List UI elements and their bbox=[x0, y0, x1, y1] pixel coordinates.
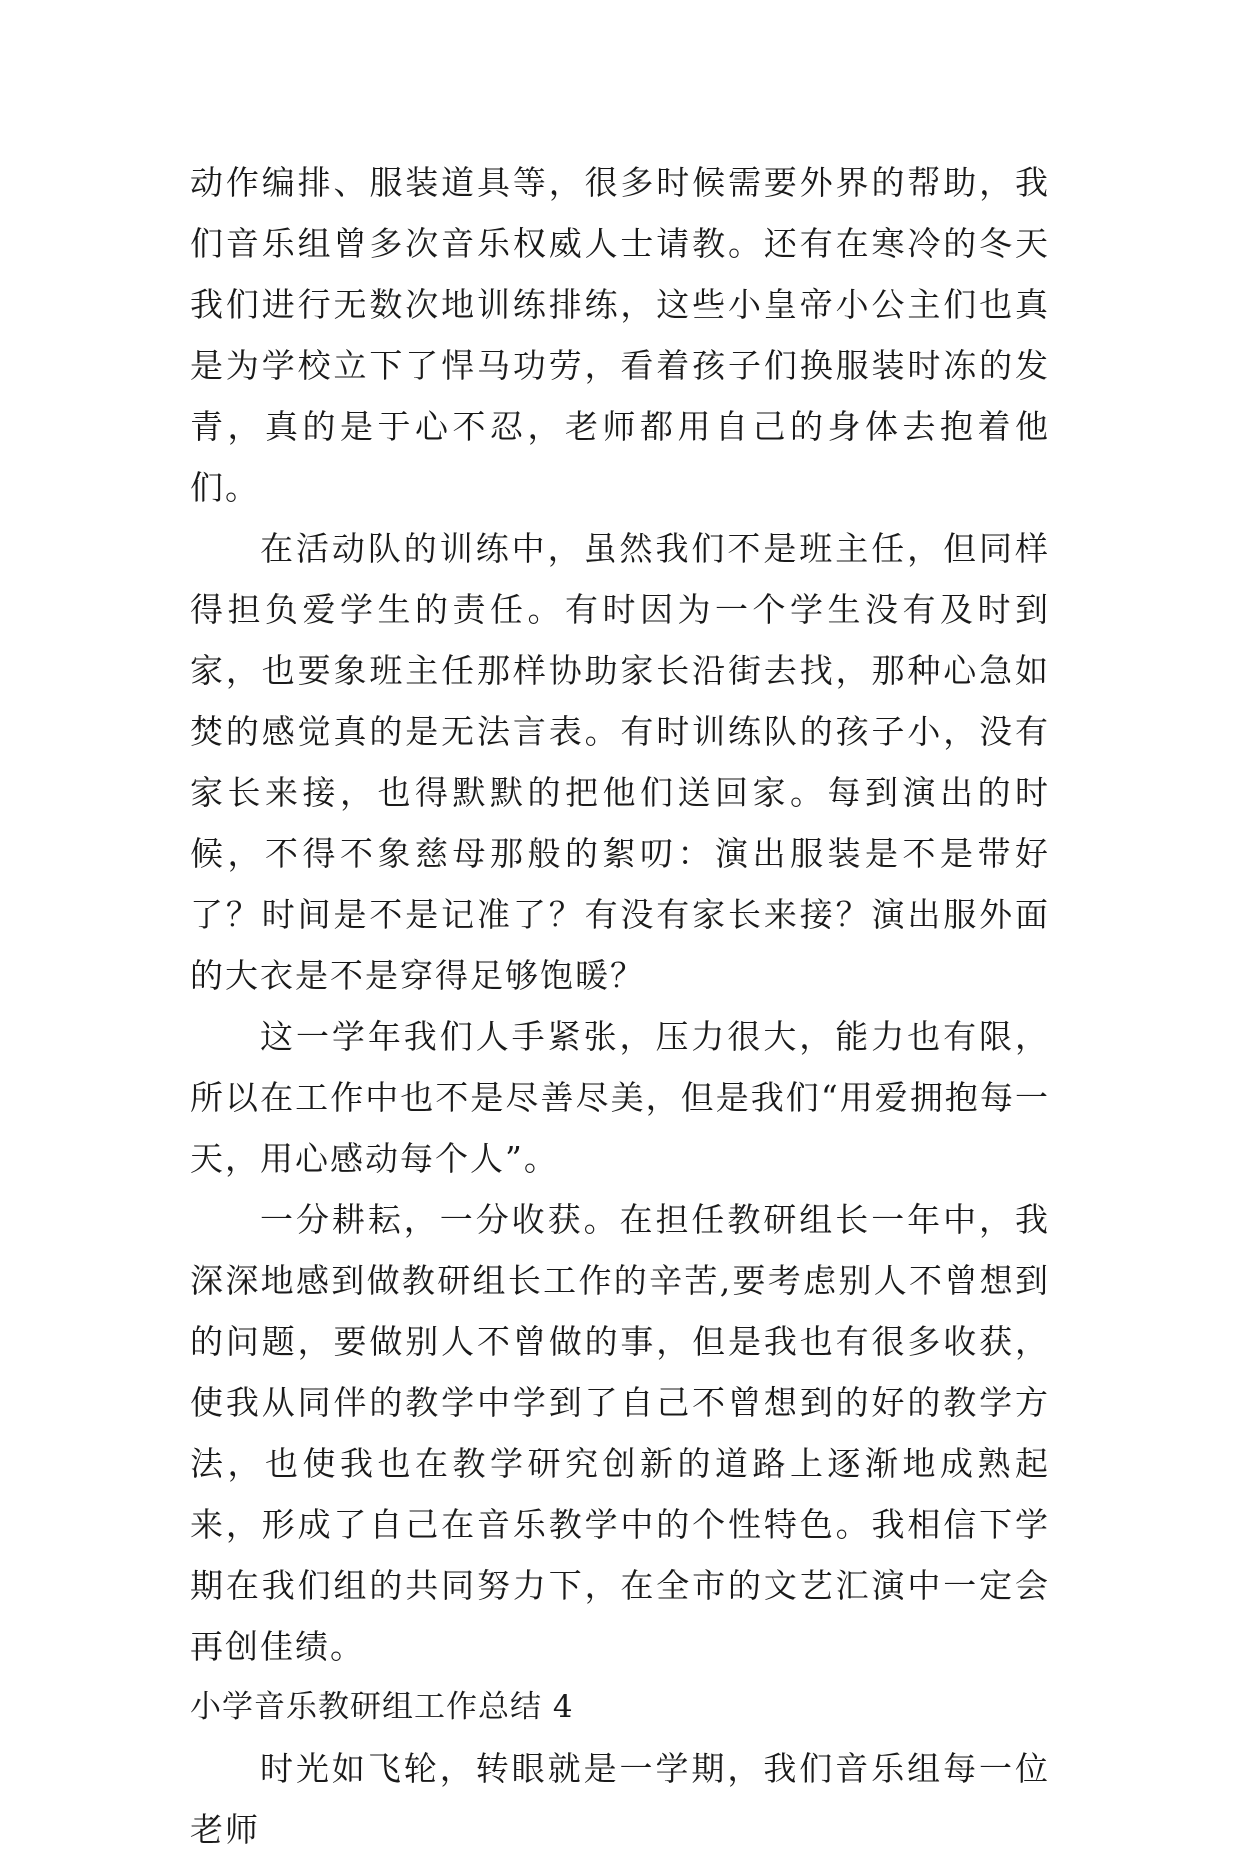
paragraph-continued: 动作编排、服装道具等，很多时候需要外界的帮助，我们音乐组曾多次音乐权威人士请教。还有在寒冷的冬天我们进行无数次地训练排练，这些小皇帝小公主们也真是为学校立下了悍马功劳，看着孩子们换服装时冻的发青，真的是于心不忍，老师都用自己的身体去抱着他们。 bbox=[190, 163, 1050, 507]
paragraph-school-year: 这一学年我们人手紧张，压力很大，能力也有限，所以在工作中也不是尽善尽美，但是我们“用爱拥抱每一天，用心感动每个人”。 bbox=[190, 1017, 1050, 1178]
paragraph-harvest: 一分耕耘，一分收获。在担任教研组长一年中，我深深地感到做教研组长工作的辛苦,要考虑别人不曾想到的问题，要做别人不曾做的事，但是我也有很多收获，使我从同伴的教学中学到了自己不曾想到的好的教学方法，也使我也在教学研究创新的道路上逐渐地成熟起来，形成了自己在音乐教学中的个性特色。我相信下学期在我们组的共同努力下，在全市的文艺汇演中一定会再创佳绩。 bbox=[190, 1200, 1050, 1666]
document-page bbox=[190, 152, 1050, 1860]
section-heading: 小学音乐教研组工作总结 4 bbox=[190, 1689, 574, 1725]
paragraph-activity-training: 在活动队的训练中，虽然我们不是班主任，但同样得担负爱学生的责任。有时因为一个学生没有及时到家，也要象班主任那样协助家长沿街去找，那种心急如焚的感觉真的是无法言表。有时训练队的孩子小，没有家长来接，也得默默的把他们送回家。每到演出的时候，不得不象慈母那般的絮叨：演出服装是不是带好了？时间是不是记准了？有没有家长来接？演出服外面的大衣是不是穿得足够饱暖？ bbox=[190, 529, 1050, 995]
paragraph-section-4-start: 时光如飞轮，转眼就是一学期，我们音乐组每一位老师 bbox=[190, 1749, 1050, 1849]
